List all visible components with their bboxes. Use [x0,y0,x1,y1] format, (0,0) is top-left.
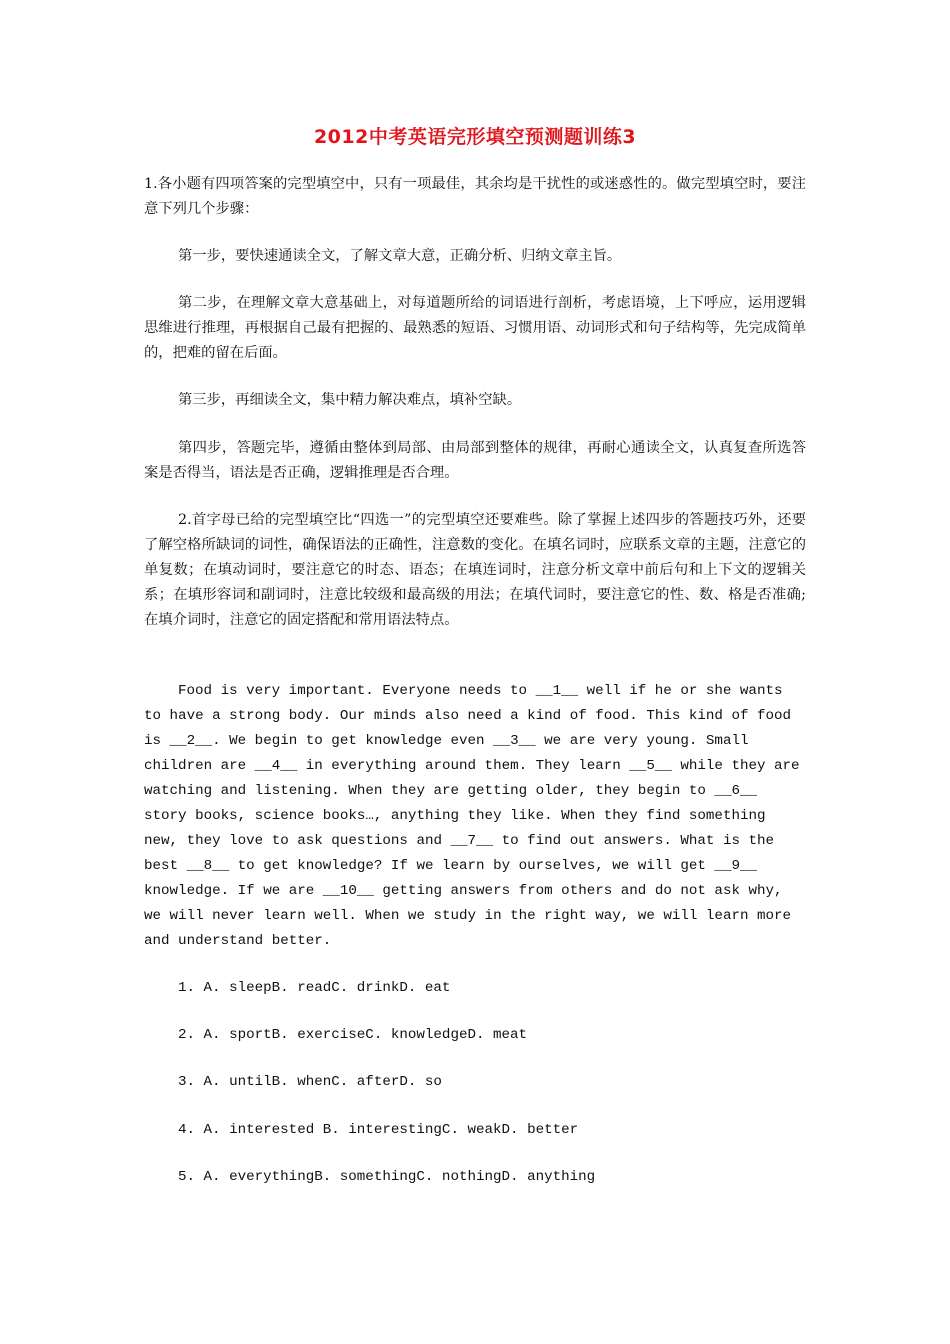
intro-paragraph-1: 1.各小题有四项答案的完型填空中，只有一项最佳，其余均是干扰性的或迷惑性的。做完型填空时，要注意下列几个步骤： [144,176,806,217]
question-option-4: 4. A. interested B. interestingC. weakD. better [178,1122,579,1138]
cloze-passage: Food is very important. Everyone needs to __1__ well if he or she wants to have a strong body. Our minds also need a kind of food. This kind of food is __2__. We begin to get knowledge even __3__ we are very young. Small children are __4__ in everything around them. They learn __5__ while they are watching and listening. When they are getting older, they begin to __6__ story books, science books…, anything they like. When they find something new, they love to ask questions and __7__ to find out answers. What is the best __8__ to get knowledge? If we learn by ourselves, we will get __9__ knowledge. If we are __10__ getting answers from others and do not ask why, we will never learn well. When we study in the right way, we will learn more and understand better. [144,683,800,949]
intro-paragraph-2: 2.首字母已给的完型填空比“四选一”的完型填空还要难些。除了掌握上述四步的答题技巧外，还要了解空格所缺词的词性，确保语法的正确性，注意数的变化。在填名词时，应联系文章的主题，注意它的单复数；在填动词时，要注意它的时态、语态；在填连词时，注意分析文章中前后句和上下文的逻辑关系；在填形容词和副词时，注意比较级和最高级的用法；在填代词时，要注意它的性、数、格是否准确;在填介词时，注意它的固定搭配和常用语法特点。 [144,512,806,628]
question-option-3: 3. A. untilB. whenC. afterD. so [178,1074,442,1090]
question-option-2: 2. A. sportB. exerciseC. knowledgeD. meat [178,1027,528,1043]
question-option-1: 1. A. sleepB. readC. drinkD. eat [178,980,451,996]
step-3-paragraph: 第三步，再细读全文，集中精力解决难点，填补空缺。 [178,392,522,408]
question-option-5: 5. A. everythingB. somethingC. nothingD. anything [178,1169,596,1185]
step-2-paragraph: 第二步，在理解文章大意基础上，对每道题所给的词语进行剖析，考虑语境，上下呼应，运用逻辑思维进行推理，再根据自己最有把握的、最熟悉的短语、习惯用语、动词形式和句子结构等，先完成简单的，把难的留在后面。 [144,295,806,361]
document-title: 2012中考英语完形填空预测题训练3 [313,126,637,148]
step-1-paragraph: 第一步，要快速通读全文，了解文章大意，正确分析、归纳文章主旨。 [178,248,622,264]
step-4-paragraph: 第四步，答题完毕，遵循由整体到局部、由局部到整体的规律，再耐心通读全文，认真复查所选答案是否得当，语法是否正确，逻辑推理是否合理。 [144,440,806,481]
